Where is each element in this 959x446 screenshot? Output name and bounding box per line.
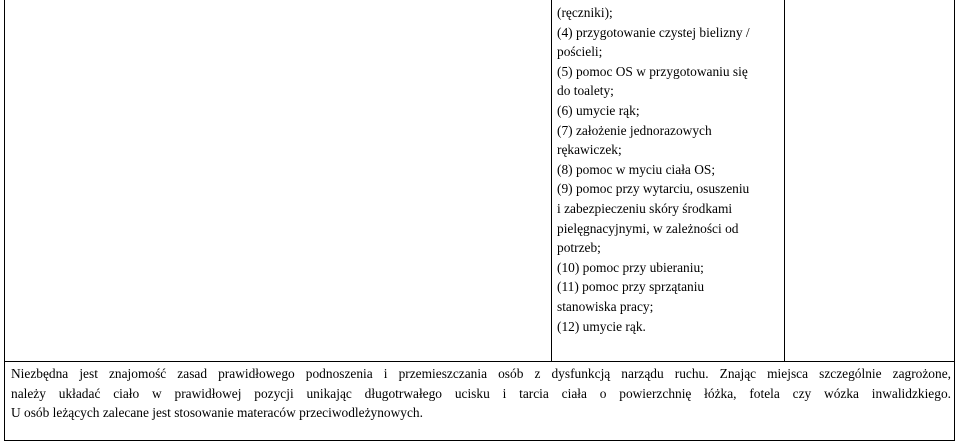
step-item: pościeli; — [557, 44, 603, 60]
step-item: i zabezpieczeniu skóry środkami — [557, 200, 733, 216]
step-item: (6) umycie rąk; — [557, 102, 640, 118]
step-item: (11) pomoc przy sprzątaniu — [557, 279, 705, 295]
steps-list — [557, 3, 750, 336]
step-item: (12) umycie rąk. — [557, 318, 646, 334]
step-item: (5) pomoc OS w przygotowaniu się — [557, 63, 748, 79]
note-line-3: U osób leżących zalecane jest stosowanie materaców przeciwodleżynowych. — [11, 405, 423, 421]
note-line-2: należy układać ciało w prawidłowej pozycji unikając długotrwałego ucisku i tarcia ciała o powierzchnię łóżka, fotela czy wózka inwalidzkiego. — [11, 385, 951, 401]
step-item: potrzeb; — [557, 240, 601, 256]
step-item: do toalety; — [557, 83, 614, 99]
note-line-1: Niezbędna jest znajomość zasad prawidłowego podnoszenia i przemieszczania osób z dysfunkcją narządu ruchu. Znając miejsca szczególnie zagrożone, — [11, 366, 951, 381]
step-item: rękawiczek; — [557, 142, 622, 158]
procedure-table — [4, 0, 955, 441]
step-item: (9) pomoc przy wytarciu, osuszeniu — [557, 181, 750, 197]
step-item: (7) założenie jednorazowych — [557, 122, 712, 138]
note-paragraph — [11, 364, 951, 423]
procedure-row — [5, 0, 954, 362]
empty-cell-left — [5, 0, 552, 361]
step-item: (10) pomoc przy ubieraniu; — [557, 259, 704, 275]
step-item: (8) pomoc w myciu ciała OS; — [557, 161, 716, 177]
step-item: (4) przygotowanie czystej bielizny / — [557, 24, 750, 40]
step-item: stanowiska pracy; — [557, 298, 654, 314]
steps-cell — [552, 0, 785, 361]
step-item: (ręczniki); — [557, 5, 613, 20]
empty-cell-right — [785, 0, 954, 361]
step-item: pielęgnacyjnymi, w zależności od — [557, 220, 739, 236]
